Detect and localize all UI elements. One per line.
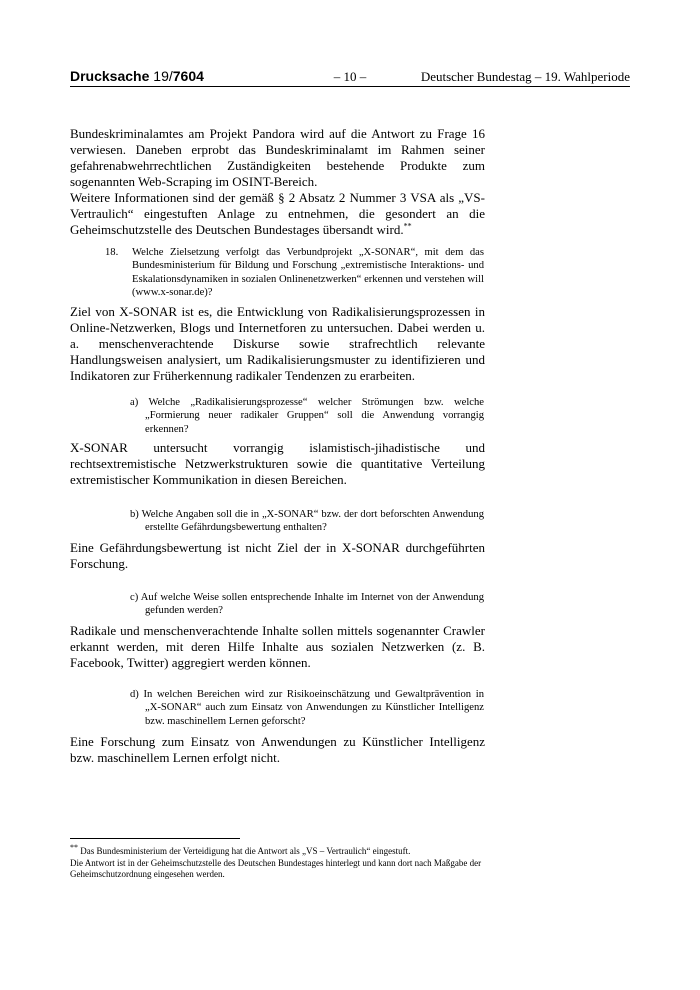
answer-paragraph-4: X-SONAR untersucht vorrangig islamistisch-jihadistische und rechtsextremistische Netzwerkstrukturen sowie die quantitative Verteilung extremistischer Kommunikation in diesen Bereichen. <box>70 440 485 487</box>
question-18: Welche Zielsetzung verfolgt das Verbundprojekt „X-SONAR“, mit dem das Bundesministerium für Bildung und Forschung „extremistische Interaktions- und Eskalationsdynamiken in sozialen Onlinenetzwerken“ erkennen und verstehen will (www.x-sonar.de)? <box>132 247 484 299</box>
institution-label: Deutscher Bundestag – 19. Wahlperiode <box>420 69 630 84</box>
footnote-text-1: Das Bundesministerium der Verteidigung hat die Antwort als „VS – Vertraulich“ eingestuft. <box>80 846 411 856</box>
question-18a: a) Welche „Radikalisierungsprozesse“ welcher Strömungen bzw. welche „Formierung neuer radikaler Gruppen“ soll die Anwendung vorrangig erkennen? <box>130 397 484 435</box>
answer-paragraph-5: Eine Gefährdungsbewertung ist nicht Ziel der in X-SONAR durchgeführten Forschung. <box>70 540 485 571</box>
page-header <box>70 68 630 87</box>
footnote-mark: ** <box>70 843 78 852</box>
question-18b: b) Welche Angaben soll die in „X-SONAR“ bzw. der dort beforschten Anwendung erstellte Gefährdungsbewertung enthalten? <box>130 509 484 534</box>
footnote-line-2: Die Antwort ist in der Geheimschutzstelle des Deutschen Bundestages hinterlegt und kann dort nach Maßgabe der Geheimschutzordnung eingesehen werden. <box>70 857 482 879</box>
question-18c: c) Auf welche Weise sollen entsprechende Inhalte im Internet von der Anwendung gefunden werden? <box>130 592 484 617</box>
footnote-divider <box>70 838 240 839</box>
answer-paragraph-1: Bundeskriminalamtes am Projekt Pandora wird auf die Antwort zu Frage 16 verwiesen. Daneben erprobt das Bundeskriminalamt im Rahmen seiner gefahrenabwehrrechtlichen Zuständigkeiten bestehende Produkte zum sogenannten Web-Scraping im OSINT-Bereich. <box>70 126 485 189</box>
doc-label: Drucksache <box>70 68 150 84</box>
footnote-line-1 <box>70 843 540 858</box>
footnote <box>70 843 540 881</box>
answer-paragraph-2-text: Weitere Informationen sind der gemäß § 2 Absatz 2 Nummer 3 VSA als „VS-Vertraulich“ eingestuften Anlage zu entnehmen, die gesondert an die Geheimschutzstelle des Deutschen Bundestages übersandt wird. <box>70 190 485 237</box>
page-number: – 10 – <box>333 69 367 84</box>
doc-period: 19/ <box>153 68 173 84</box>
doc-number-value: 7604 <box>172 68 204 84</box>
answer-paragraph-7: Eine Forschung zum Einsatz von Anwendungen zu Künstlicher Intelligenz bzw. maschinellem Lernen erfolgt nicht. <box>70 734 485 765</box>
answer-paragraph-3: Ziel von X-SONAR ist es, die Entwicklung von Radikalisierungsprozessen in Online-Netzwerken, Blogs und Internetforen zu untersuchen. Dabei werden u. a. menschenverachtende Diskurse sowie strafrechtlich relevante Handlungsweisen analysiert, um Radikalisierungsmuster zu identifizieren und Indikatoren zur Früherkennung radikaler Tendenzen zu erarbeiten. <box>70 304 485 383</box>
footnote-reference: ** <box>403 221 412 231</box>
question-18-number: 18. <box>105 247 119 258</box>
answer-paragraph-2 <box>70 190 485 238</box>
answer-paragraph-6: Radikale und menschenverachtende Inhalte sollen mittels sogenannter Crawler erkannt werden, mit deren Hilfe Inhalte aus sozialen Netzwerken (z. B. Facebook, Twitter) aggregiert werden können. <box>70 623 485 670</box>
question-18d: d) In welchen Bereichen wird zur Risikoeinschätzung und Gewaltprävention in „X-SONAR“ auch zum Einsatz von Anwendungen zu Künstlicher Intelligenz bzw. maschinellem Lernen geforscht? <box>130 689 484 727</box>
